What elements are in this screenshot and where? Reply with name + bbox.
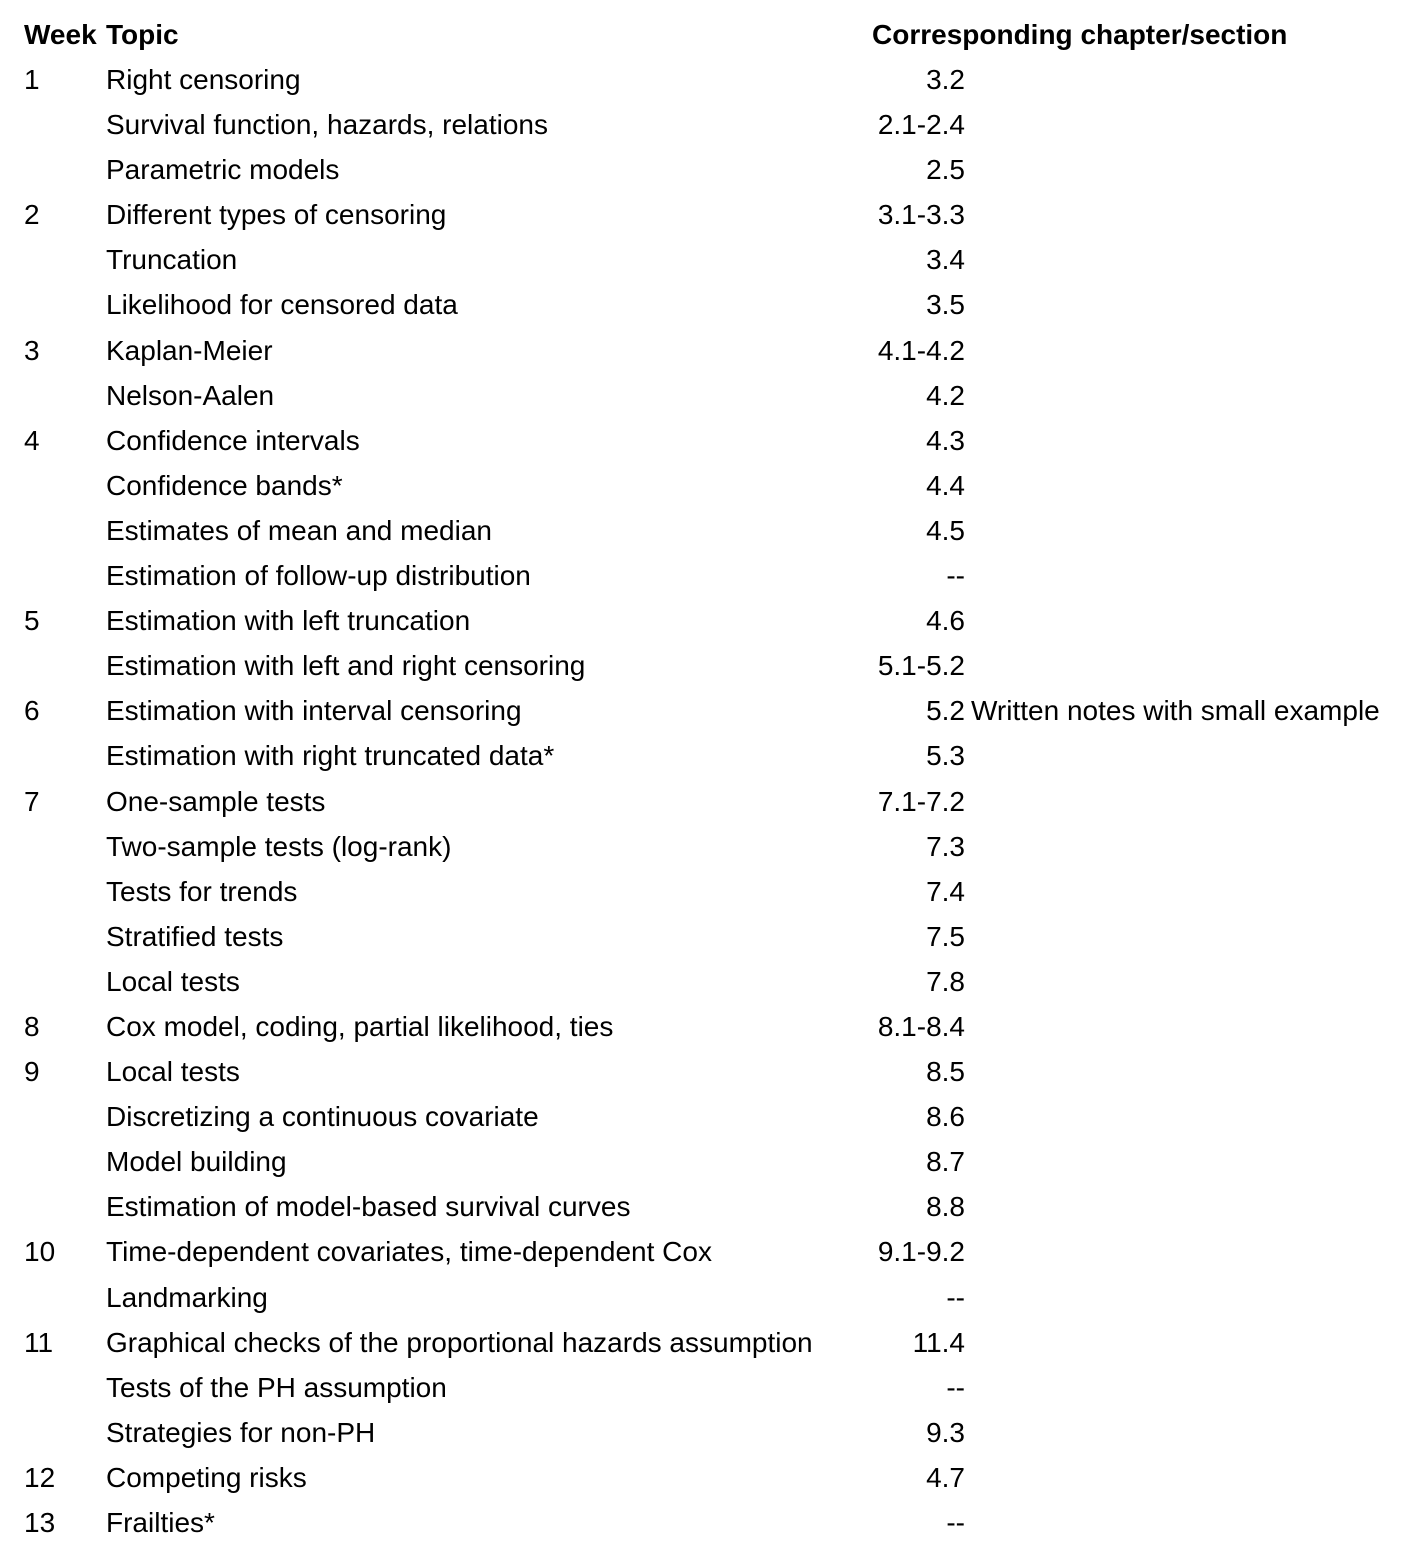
topic-cell: Estimates of mean and median xyxy=(106,514,492,546)
table-row xyxy=(24,1500,1424,1545)
section-cell: 4.2 xyxy=(926,379,965,411)
table-row xyxy=(24,1320,1424,1365)
table-row xyxy=(24,147,1424,192)
week-cell: 2 xyxy=(24,199,40,231)
note-cell: Written notes with small example xyxy=(971,695,1380,727)
topic-cell: Parametric models xyxy=(106,154,340,186)
table-row xyxy=(24,373,1424,418)
topic-cell: Strategies for non-PH xyxy=(106,1416,376,1448)
topic-cell: Estimation with right truncated data* xyxy=(106,740,555,772)
topic-cell: Survival function, hazards, relations xyxy=(106,109,548,141)
topic-cell: Confidence bands* xyxy=(106,469,343,501)
topic-cell: Frailties* xyxy=(106,1507,215,1538)
week-cell: 9 xyxy=(24,1056,40,1088)
week-cell: 4 xyxy=(24,424,40,456)
section-cell: 3.4 xyxy=(926,244,965,276)
topic-cell: Graphical checks of the proportional hazards assumption xyxy=(106,1326,813,1358)
section-cell: 5.3 xyxy=(926,740,965,772)
table-row xyxy=(24,1049,1424,1094)
table-row xyxy=(24,779,1424,824)
table-row xyxy=(24,1094,1424,1139)
week-cell: 6 xyxy=(24,695,40,727)
table-body xyxy=(24,57,1424,1545)
week-cell: 8 xyxy=(24,1010,40,1042)
table-row xyxy=(24,824,1424,869)
section-cell: 4.1-4.2 xyxy=(877,334,965,366)
topic-cell: Time-dependent covariates, time-dependent Cox xyxy=(106,1236,712,1268)
section-cell: 7.8 xyxy=(926,965,965,997)
topic-cell: Estimation with left and right censoring xyxy=(106,650,586,682)
table-row xyxy=(24,1229,1424,1274)
topic-cell: Competing risks xyxy=(106,1461,307,1493)
table-row xyxy=(24,1455,1424,1500)
table-row xyxy=(24,282,1424,327)
section-cell: -- xyxy=(946,1371,965,1403)
section-cell: -- xyxy=(946,1507,965,1538)
section-cell: 3.2 xyxy=(926,64,965,95)
header-section: Corresponding chapter/section xyxy=(872,19,1288,50)
table-row xyxy=(24,688,1424,733)
table-header-row xyxy=(24,12,1424,57)
topic-cell: Landmarking xyxy=(106,1281,268,1313)
week-cell: 3 xyxy=(24,334,40,366)
section-cell: 3.1-3.3 xyxy=(877,199,965,231)
topic-cell: Likelihood for censored data xyxy=(106,289,458,321)
topic-cell: Estimation of model-based survival curves xyxy=(106,1191,631,1223)
table-row xyxy=(24,1004,1424,1049)
course-schedule-table xyxy=(24,12,1424,1545)
section-cell: 7.5 xyxy=(926,920,965,952)
table-row xyxy=(24,1184,1424,1229)
table-row xyxy=(24,1365,1424,1410)
table-row xyxy=(24,237,1424,282)
table-row xyxy=(24,1275,1424,1320)
table-row xyxy=(24,328,1424,373)
table-row xyxy=(24,463,1424,508)
table-row xyxy=(24,418,1424,463)
section-cell: 5.2 xyxy=(926,695,965,727)
section-cell: -- xyxy=(946,1281,965,1313)
table-row xyxy=(24,1139,1424,1184)
section-cell: 4.3 xyxy=(926,424,965,456)
table-row xyxy=(24,914,1424,959)
topic-cell: Cox model, coding, partial likelihood, ties xyxy=(106,1010,614,1042)
section-cell: 4.7 xyxy=(926,1461,965,1493)
topic-cell: Estimation with interval censoring xyxy=(106,695,522,727)
topic-cell: Estimation with left truncation xyxy=(106,605,471,637)
table-row xyxy=(24,733,1424,778)
topic-cell: Right censoring xyxy=(106,64,301,95)
table-row xyxy=(24,192,1424,237)
topic-cell: Tests for trends xyxy=(106,875,298,907)
week-cell: 10 xyxy=(24,1236,56,1268)
section-cell: 4.5 xyxy=(926,514,965,546)
week-cell: 1 xyxy=(24,64,40,95)
table-row xyxy=(24,508,1424,553)
section-cell: 11.4 xyxy=(912,1326,965,1358)
week-cell: 7 xyxy=(24,785,40,817)
week-cell: 5 xyxy=(24,605,40,637)
section-cell: -- xyxy=(946,560,965,592)
table-row xyxy=(24,869,1424,914)
week-cell: 12 xyxy=(24,1461,56,1493)
topic-cell: Model building xyxy=(106,1146,287,1178)
section-cell: 8.8 xyxy=(926,1191,965,1223)
header-topic: Topic xyxy=(106,19,179,50)
section-cell: 7.4 xyxy=(926,875,965,907)
topic-cell: Estimation of follow-up distribution xyxy=(106,560,531,592)
section-cell: 4.6 xyxy=(926,605,965,637)
table-row xyxy=(24,553,1424,598)
topic-cell: Kaplan-Meier xyxy=(106,334,273,366)
topic-cell: Confidence intervals xyxy=(106,424,360,456)
table-row xyxy=(24,598,1424,643)
table-row xyxy=(24,643,1424,688)
topic-cell: Local tests xyxy=(106,965,240,997)
section-cell: 2.5 xyxy=(926,154,965,186)
header-week: Week xyxy=(24,19,97,50)
table-row xyxy=(24,102,1424,147)
section-cell: 8.1-8.4 xyxy=(877,1010,965,1042)
topic-cell: Local tests xyxy=(106,1056,240,1088)
topic-cell: Stratified tests xyxy=(106,920,284,952)
table-row xyxy=(24,959,1424,1004)
topic-cell: Truncation xyxy=(106,244,238,276)
table-row xyxy=(24,1410,1424,1455)
section-cell: 7.1-7.2 xyxy=(877,785,965,817)
table-row xyxy=(24,57,1424,102)
section-cell: 3.5 xyxy=(926,289,965,321)
week-cell: 11 xyxy=(24,1326,54,1358)
section-cell: 4.4 xyxy=(926,469,965,501)
section-cell: 8.7 xyxy=(926,1146,965,1178)
week-cell: 13 xyxy=(24,1507,56,1538)
topic-cell: Nelson-Aalen xyxy=(106,379,275,411)
topic-cell: Tests of the PH assumption xyxy=(106,1371,447,1403)
section-cell: 5.1-5.2 xyxy=(877,650,965,682)
topic-cell: One-sample tests xyxy=(106,785,326,817)
topic-cell: Different types of censoring xyxy=(106,199,447,231)
topic-cell: Discretizing a continuous covariate xyxy=(106,1101,539,1133)
section-cell: 7.3 xyxy=(926,830,965,862)
section-cell: 9.1-9.2 xyxy=(877,1236,965,1268)
section-cell: 8.6 xyxy=(926,1101,965,1133)
section-cell: 9.3 xyxy=(926,1416,965,1448)
section-cell: 8.5 xyxy=(926,1056,965,1088)
section-cell: 2.1-2.4 xyxy=(877,109,965,141)
topic-cell: Two-sample tests (log-rank) xyxy=(106,830,452,862)
